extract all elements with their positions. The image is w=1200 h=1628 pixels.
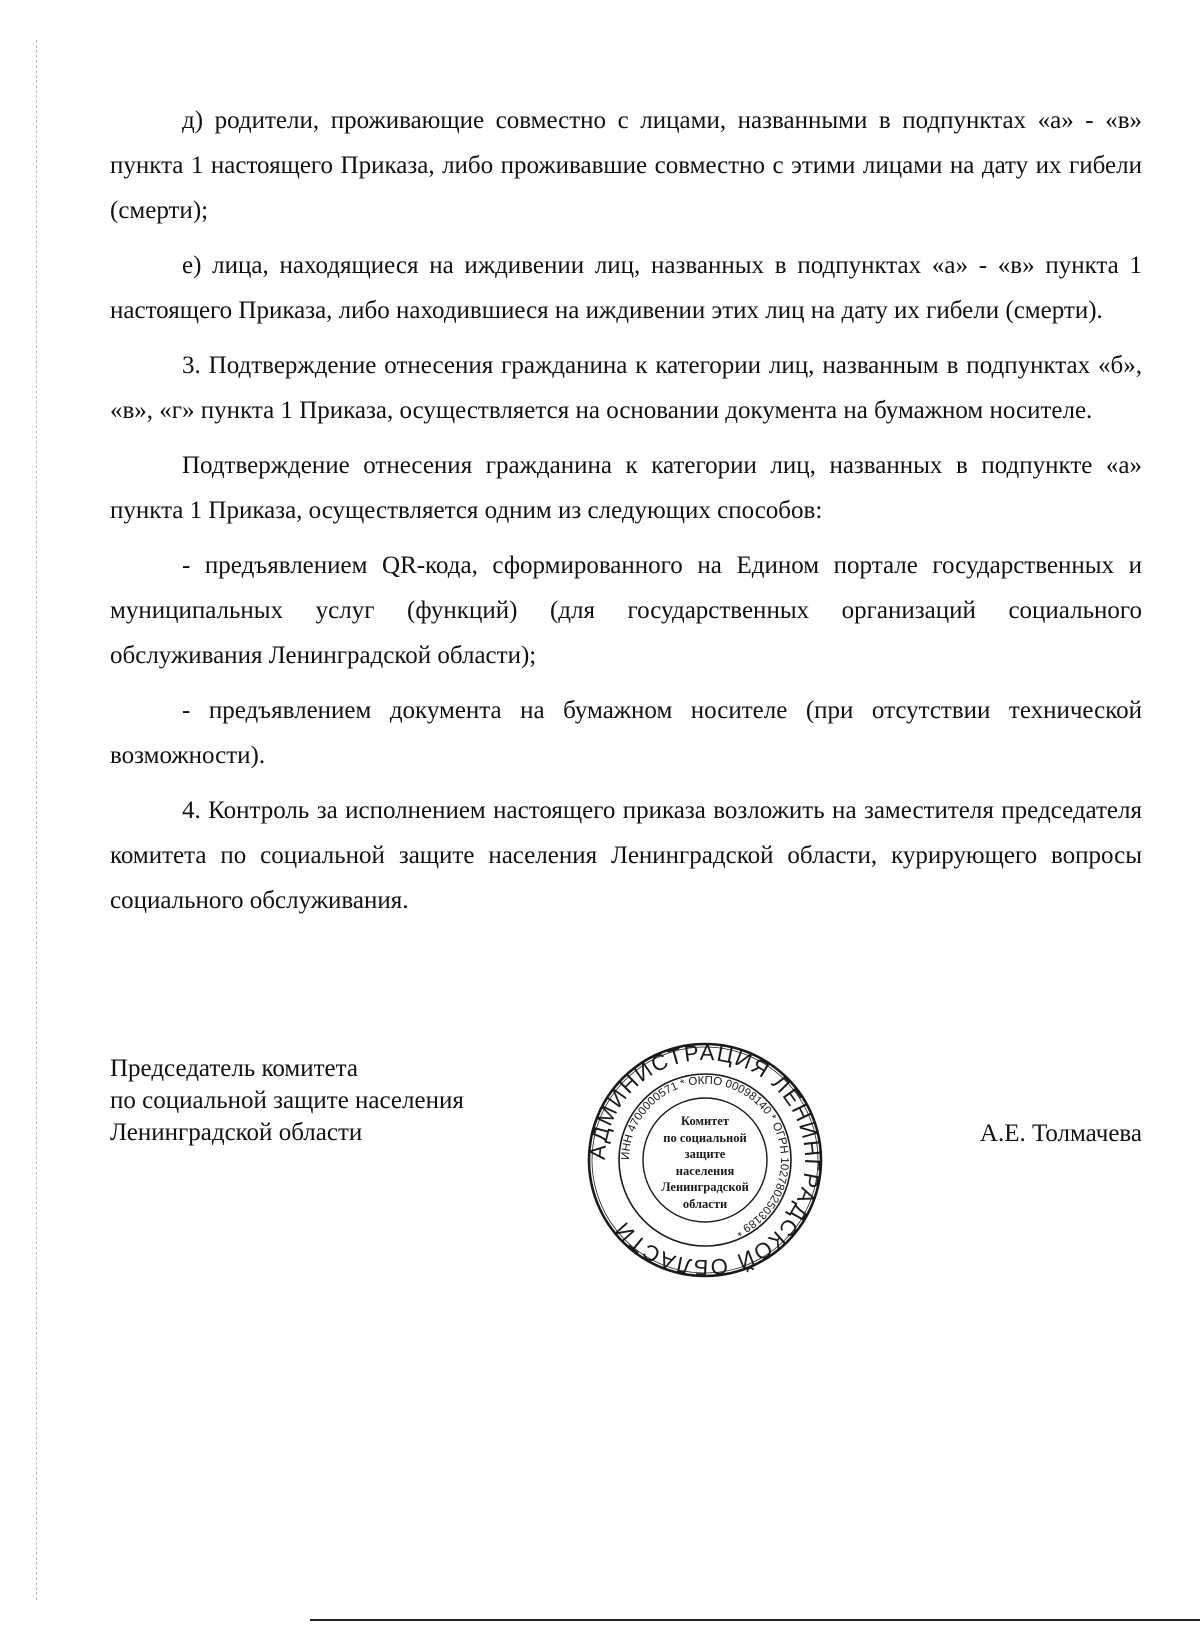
seal-center-line: Комитет (681, 1114, 729, 1128)
paragraph-e-dependents: е) лица, находящиеся на иждивении лиц, названных в подпунктах «а» - «в» пункта 1 настоящего Приказа, либо находившиеся на иждивении этих лиц на дату их гибели (смерти). (110, 252, 1142, 324)
seal-center-text (649, 1113, 761, 1212)
paragraph-paper-document: - предъявлением документа на бумажном носителе (при отсутствии технической возможности). (110, 697, 1142, 769)
paragraph-qr-code: - предъявлением QR-кода, сформированного на Едином портале государственных и муниципальных услуг (функций) (для государственных организаций социального обслуживания Ленинградской области); (110, 552, 1142, 669)
paragraph-confirmation-methods: Подтверждение отнесения гражданина к категории лиц, названных в подпункте «а» пункта 1 Приказа, осуществляется одним из следующих способов: (110, 452, 1142, 524)
scan-bottom-edge (310, 1619, 1200, 1621)
seal-center-line: защите (684, 1147, 726, 1161)
paragraph-3-confirmation: 3. Подтверждение отнесения гражданина к категории лиц, названным в подпунктах «б», «в», «г» пункта 1 Приказа, осуществляется на основании документа на бумажном носителе. (110, 352, 1142, 424)
seal-center-line: области (682, 1196, 728, 1211)
official-seal (585, 1040, 825, 1280)
paragraph-4-control: 4. Контроль за исполнением настоящего приказа возложить на заместителя председателя комитета по социальной защите населения Ленинградской области, курирующего вопросы социального обслуживания. (110, 797, 1142, 914)
seal-inner-text: ИНН 4700000571 * ОКПО 00098140 * ОГРН 1027802503189 * (619, 1074, 791, 1238)
document-body (110, 98, 1142, 933)
scan-left-edge (36, 40, 37, 1600)
seal-outer-text: АДМИНИСТРАЦИЯ ЛЕНИНГРАДСКОЙ ОБЛАСТИ (585, 1040, 825, 1280)
signatory-name: А.Е. Толмачева (979, 1120, 1142, 1147)
signatory-position-line: Ленинградской области (110, 1119, 363, 1146)
seal-center-line: по социальной (663, 1130, 747, 1145)
seal-center-line: Ленинградской (661, 1180, 749, 1194)
signatory-position-line: Председатель комитета (110, 1055, 358, 1082)
paragraph-d-parents: д) родители, проживающие совместно с лицами, названными в подпунктах «а» - «в» пункта 1 настоящего Приказа, либо проживавшие совместно с этими лицами на дату их гибели (смерти); (110, 107, 1142, 224)
signatory-position (110, 1053, 464, 1149)
signatory-position-line: по социальной защите населения (110, 1087, 464, 1114)
seal-center-line: населения (675, 1163, 735, 1178)
